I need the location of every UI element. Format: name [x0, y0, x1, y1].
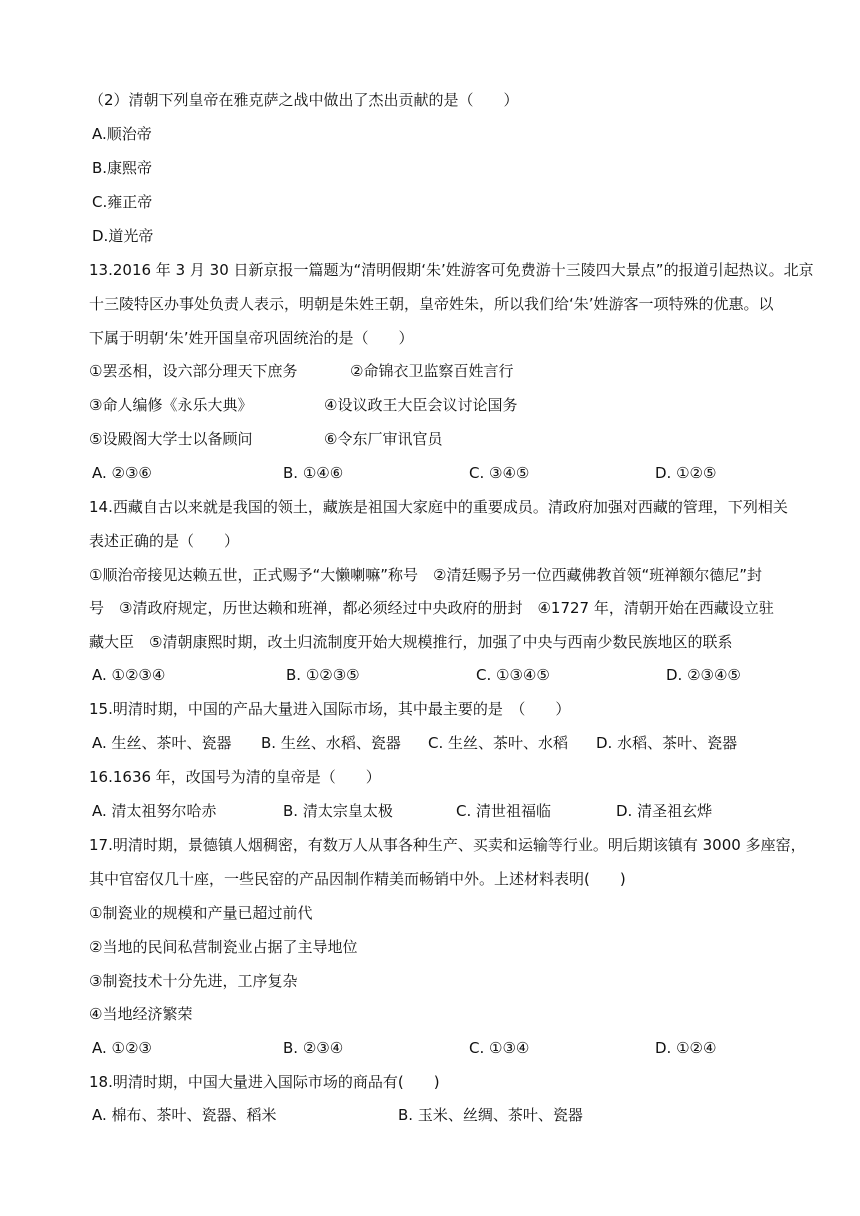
q17-option-a: A. ①②③	[92, 1039, 152, 1057]
q18-option-b: B. 玉米、丝绸、茶叶、瓷器	[398, 1106, 583, 1124]
q13-option-d: D. ①②⑤	[655, 464, 717, 482]
q13-item-4: ④设议政王大臣会议讨论国务	[324, 396, 518, 414]
q12-sub2-stem: （2）清朝下列皇帝在雅克萨之战中做出了杰出贡献的是（ ）	[89, 91, 519, 109]
q17-item-3: ③制瓷技术十分先进，工序复杂	[89, 972, 298, 990]
q17-item-1: ①制瓷业的规模和产量已超过前代	[89, 904, 313, 922]
q13-item-1: ①罢丞相，设六部分理天下庶务	[89, 362, 298, 380]
q12-sub2-option-a: A.顺治帝	[92, 125, 152, 143]
q16-option-b: B. 清太宗皇太极	[283, 802, 393, 820]
q14-option-d: D. ②③④⑤	[666, 666, 741, 684]
q17-item-4: ④当地经济繁荣	[89, 1005, 193, 1023]
q12-sub2-option-b: B.康熙帝	[92, 159, 153, 177]
q16-options	[0, 801, 860, 821]
q13-item-3: ③命人编修《永乐大典》	[89, 396, 253, 414]
q14-option-c: C. ①③④⑤	[476, 666, 550, 684]
q14-stem-line-4: 号 ③清政府规定，历世达赖和班禅，都必须经过中央政府的册封 ④1727 年，清朝开始在西藏设立驻	[89, 599, 774, 617]
q13-options	[0, 463, 860, 483]
q17-option-c: C. ①③④	[469, 1039, 530, 1057]
q15-option-b: B. 生丝、水稻、瓷器	[261, 734, 401, 752]
q13-stem-line-2: 十三陵特区办事处负责人表示，明朝是朱姓王朝，皇帝姓朱，所以我们给‘朱’姓游客一项特殊的优惠。以	[89, 295, 774, 313]
q16-stem: 16.1636 年，改国号为清的皇帝是（ ）	[89, 768, 381, 786]
q14-stem-line-3: ①顺治帝接见达赖五世，正式赐予“大懒喇嘛”称号 ②清廷赐予另一位西藏佛教首领“班禅额尔德尼”封	[89, 566, 762, 584]
q13-stem-line-3: 下属于明朝‘朱’姓开国皇帝巩固统治的是（ ）	[89, 329, 414, 347]
q17-option-b: B. ②③④	[283, 1039, 344, 1057]
q13-item-6: ⑥令东厂审讯官员	[324, 430, 443, 448]
q17-options	[0, 1038, 860, 1058]
q15-stem: 15.明清时期，中国的产品大量进入国际市场，其中最主要的是 （ ）	[89, 700, 571, 718]
q14-stem-line-5: 藏大臣 ⑤清朝康熙时期，改土归流制度开始大规模推行，加强了中央与西南少数民族地区的联系	[89, 633, 733, 651]
q16-option-a: A. 清太祖努尔哈赤	[92, 802, 217, 820]
q12-sub2-option-c: C.雍正帝	[92, 193, 153, 211]
q13-item-5: ⑤设殿阁大学士以备顾问	[89, 430, 253, 448]
q17-stem-line-1: 17.明清时期，景德镇人烟稠密，有数万人从事各种生产、买卖和运输等行业。明后期该镇有 3000 多座窑，	[89, 836, 806, 854]
q17-stem-line-2: 其中官窑仅几十座，一些民窑的产品因制作精美而畅销中外。上述材料表明( )	[89, 870, 626, 888]
q15-option-c: C. 生丝、茶叶、水稻	[428, 734, 569, 752]
q18-option-a: A. 棉布、茶叶、瓷器、稻米	[92, 1106, 277, 1124]
q13-option-c: C. ③④⑤	[469, 464, 530, 482]
q18-options	[0, 1105, 860, 1125]
q15-option-d: D. 水稻、茶叶、瓷器	[596, 734, 738, 752]
q15-options	[0, 733, 860, 753]
q14-stem-line-2: 表述正确的是（ ）	[89, 532, 240, 550]
q14-option-b: B. ①②③⑤	[286, 666, 360, 684]
q13-item-2: ②命锦衣卫监察百姓言行	[350, 362, 514, 380]
q18-stem: 18.明清时期，中国大量进入国际市场的商品有( )	[89, 1073, 440, 1091]
q14-option-a: A. ①②③④	[92, 666, 166, 684]
q17-item-2: ②当地的民间私营制瓷业占据了主导地位	[89, 938, 358, 956]
q13-option-a: A. ②③⑥	[92, 464, 152, 482]
q14-options	[0, 665, 860, 685]
q14-stem-line-1: 14.西藏自古以来就是我国的领土，藏族是祖国大家庭中的重要成员。清政府加强对西藏的管理，下列相关	[89, 498, 788, 516]
q13-option-b: B. ①④⑥	[283, 464, 344, 482]
q13-stem-line-1: 13.2016 年 3 月 30 日新京报一篇题为“清明假期‘朱’姓游客可免费游十三陵四大景点”的报道引起热议。北京	[89, 261, 814, 279]
q17-option-d: D. ①②④	[655, 1039, 717, 1057]
q16-option-c: C. 清世祖福临	[456, 802, 552, 820]
q15-option-a: A. 生丝、茶叶、瓷器	[92, 734, 232, 752]
q12-sub2-option-d: D.道光帝	[92, 227, 154, 245]
q16-option-d: D. 清圣祖玄烨	[616, 802, 713, 820]
